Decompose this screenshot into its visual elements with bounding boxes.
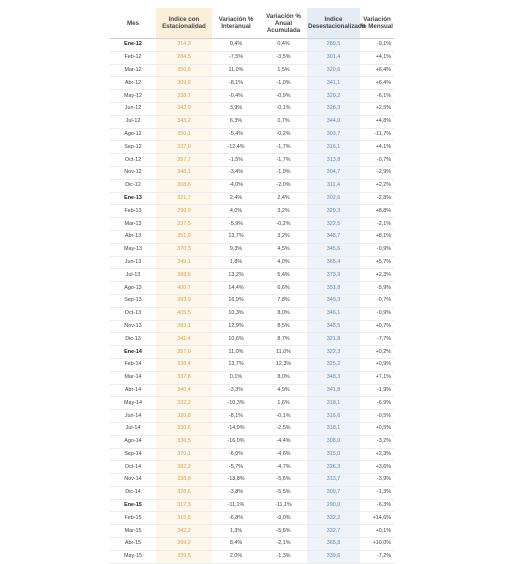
cell-mes: Ene-13 <box>110 192 156 205</box>
cell-variacion-anual-acumulada: -4,6% <box>260 448 307 461</box>
cell-mes: Dic-12 <box>110 179 156 192</box>
cell-indice-desestacionalizado: 321,8 <box>307 333 360 346</box>
table-row <box>110 192 394 205</box>
cell-variacion-interanual: -8,1% <box>212 410 260 423</box>
cell-indice-estacionalidad: 337,5 <box>156 218 212 231</box>
cell-variacion-anual-acumulada: 6,6% <box>260 282 307 295</box>
table-row <box>110 269 394 282</box>
table-row <box>110 282 394 295</box>
table-row <box>110 397 394 410</box>
cell-variacion-anual-acumulada: -11,1% <box>260 499 307 512</box>
cell-variacion-anual-acumulada: 4,5% <box>260 243 307 256</box>
cell-variacion-mensual: -3,9% <box>360 474 394 487</box>
cell-variacion-anual-acumulada: -1,7% <box>260 141 307 154</box>
cell-variacion-anual-acumulada: 8,5% <box>260 320 307 333</box>
table-row <box>110 474 394 487</box>
cell-variacion-anual-acumulada: 1,6% <box>260 397 307 410</box>
cell-variacion-anual-acumulada: -5,6% <box>260 474 307 487</box>
cell-indice-desestacionalizado: 348,5 <box>307 320 360 333</box>
table-row <box>110 154 394 167</box>
cell-variacion-anual-acumulada: 3,2% <box>260 230 307 243</box>
cell-variacion-interanual: -5,7% <box>212 461 260 474</box>
cell-variacion-mensual: +6,4% <box>360 64 394 77</box>
cell-indice-desestacionalizado: 344,0 <box>307 115 360 128</box>
cell-variacion-mensual: -9,1% <box>360 39 394 52</box>
cell-variacion-mensual: -0,5% <box>360 410 394 423</box>
cell-mes: May-14 <box>110 397 156 410</box>
cell-indice-estacionalidad: 357,7 <box>156 154 212 167</box>
cell-indice-desestacionalizado: 289,5 <box>307 39 360 52</box>
table-row <box>110 205 394 218</box>
cell-variacion-mensual: -1,3% <box>360 486 394 499</box>
cell-indice-estacionalidad: 284,5 <box>156 51 212 64</box>
cell-mes: Abr-13 <box>110 230 156 243</box>
cell-mes: Nov-14 <box>110 474 156 487</box>
cell-variacion-anual-acumulada: -0,2% <box>260 218 307 231</box>
cell-variacion-interanual: 1,3% <box>212 525 260 538</box>
cell-variacion-interanual: -6,0% <box>212 448 260 461</box>
table-row <box>110 166 394 179</box>
cell-variacion-anual-acumulada: 1,5% <box>260 64 307 77</box>
cell-indice-desestacionalizado: 316,6 <box>307 410 360 423</box>
table-row <box>110 550 394 563</box>
cell-variacion-mensual: -0,9% <box>360 243 394 256</box>
cell-indice-desestacionalizado: 320,6 <box>307 64 360 77</box>
cell-variacion-interanual: 0,4% <box>212 39 260 52</box>
cell-mes: Jun-12 <box>110 102 156 115</box>
cell-indice-estacionalidad: 405,5 <box>156 307 212 320</box>
cell-variacion-interanual: 11,0% <box>212 346 260 359</box>
cell-variacion-anual-acumulada: -4,4% <box>260 435 307 448</box>
cell-variacion-mensual: +0,7% <box>360 320 394 333</box>
cell-mes: Nov-13 <box>110 320 156 333</box>
cell-variacion-mensual: +0,5% <box>360 422 394 435</box>
table-row <box>110 358 394 371</box>
cell-variacion-mensual: +8,1% <box>360 230 394 243</box>
cell-mes: May-13 <box>110 243 156 256</box>
cell-indice-desestacionalizado: 373,9 <box>307 269 360 282</box>
cell-variacion-anual-acumulada: 5,4% <box>260 269 307 282</box>
cell-indice-estacionalidad: 338,4 <box>156 358 212 371</box>
cell-variacion-interanual: 2,4% <box>212 192 260 205</box>
cell-indice-estacionalidad: 296,9 <box>156 205 212 218</box>
table-row <box>110 230 394 243</box>
cell-indice-desestacionalizado: 345,6 <box>307 243 360 256</box>
header-indice-estacionalidad: Indice con Estacionalidad <box>156 8 212 39</box>
cell-mes: Feb-14 <box>110 358 156 371</box>
cell-variacion-interanual: -16,0% <box>212 435 260 448</box>
cell-variacion-interanual: -5,4% <box>212 128 260 141</box>
cell-mes: Abr-12 <box>110 77 156 90</box>
cell-indice-desestacionalizado: 320,2 <box>307 90 360 103</box>
cell-variacion-anual-acumulada: 3,2% <box>260 205 307 218</box>
table-row <box>110 102 394 115</box>
cell-variacion-anual-acumulada: -1,0% <box>260 77 307 90</box>
cell-indice-estacionalidad: 369,2 <box>156 538 212 551</box>
cell-indice-estacionalidad: 337,8 <box>156 371 212 384</box>
cell-variacion-anual-acumulada: -0,2% <box>260 128 307 141</box>
cell-indice-desestacionalizado: 315,0 <box>307 448 360 461</box>
cell-variacion-anual-acumulada: -5,6% <box>260 525 307 538</box>
table-row <box>110 448 394 461</box>
cell-indice-desestacionalizado: 325,2 <box>307 358 360 371</box>
table-row <box>110 422 394 435</box>
cell-indice-desestacionalizado: 339,6 <box>307 550 360 563</box>
cell-variacion-interanual: -12,4% <box>212 141 260 154</box>
cell-mes: Oct-13 <box>110 307 156 320</box>
cell-indice-estacionalidad: 350,1 <box>156 128 212 141</box>
table-row <box>110 77 394 90</box>
cell-mes: Ago-14 <box>110 435 156 448</box>
table-row <box>110 218 394 231</box>
cell-indice-estacionalidad: 309,6 <box>156 77 212 90</box>
cell-variacion-mensual: +0,9% <box>360 358 394 371</box>
table-row <box>110 179 394 192</box>
cell-mes: Abr-14 <box>110 384 156 397</box>
cell-variacion-interanual: -3,8% <box>212 486 260 499</box>
cell-indice-estacionalidad: 332,2 <box>156 397 212 410</box>
cell-indice-desestacionalizado: 304,7 <box>307 166 360 179</box>
table-row <box>110 538 394 551</box>
cell-variacion-mensual: +4,1% <box>360 141 394 154</box>
table-row <box>110 64 394 77</box>
table-row <box>110 486 394 499</box>
cell-mes: Jul-12 <box>110 115 156 128</box>
cell-mes: Jun-14 <box>110 410 156 423</box>
cell-indice-desestacionalizado: 348,3 <box>307 371 360 384</box>
cell-variacion-interanual: -11,1% <box>212 499 260 512</box>
cell-variacion-mensual: -6,1% <box>360 90 394 103</box>
cell-variacion-mensual: -0,7% <box>360 154 394 167</box>
table-row <box>110 243 394 256</box>
cell-mes: Nov-12 <box>110 166 156 179</box>
cell-mes: Mar-12 <box>110 64 156 77</box>
cell-indice-estacionalidad: 341,4 <box>156 333 212 346</box>
cell-variacion-anual-acumulada: -9,0% <box>260 512 307 525</box>
cell-variacion-interanual: -8,1% <box>212 77 260 90</box>
cell-indice-desestacionalizado: 318,1 <box>307 397 360 410</box>
table-row <box>110 128 394 141</box>
cell-indice-estacionalidad: 330,6 <box>156 422 212 435</box>
cell-indice-desestacionalizado: 302,6 <box>307 192 360 205</box>
cell-indice-estacionalidad: 321,7 <box>156 192 212 205</box>
table-row <box>110 461 394 474</box>
table-body <box>110 39 394 564</box>
cell-variacion-interanual: -1,5% <box>212 154 260 167</box>
cell-indice-desestacionalizado: 326,3 <box>307 461 360 474</box>
cell-mes: Sep-12 <box>110 141 156 154</box>
cell-indice-estacionalidad: 320,8 <box>156 410 212 423</box>
cell-variacion-mensual: +14,6% <box>360 512 394 525</box>
cell-mes: Mar-13 <box>110 218 156 231</box>
table-header <box>110 8 394 39</box>
cell-variacion-mensual: -1,9% <box>360 384 394 397</box>
cell-indice-desestacionalizado: 349,3 <box>307 294 360 307</box>
data-table-container <box>110 8 394 564</box>
cell-variacion-interanual: 6,3% <box>212 115 260 128</box>
cell-variacion-anual-acumulada: 12,3% <box>260 358 307 371</box>
cell-indice-desestacionalizado: 308,0 <box>307 435 360 448</box>
cell-variacion-mensual: -5,9% <box>360 282 394 295</box>
cell-variacion-anual-acumulada: 4,9% <box>260 384 307 397</box>
cell-variacion-interanual: 0,1% <box>212 371 260 384</box>
cell-indice-estacionalidad: 393,1 <box>156 320 212 333</box>
table-row <box>110 346 394 359</box>
cell-variacion-mensual: +4,8% <box>360 115 394 128</box>
cell-variacion-anual-acumulada: -4,7% <box>260 461 307 474</box>
cell-indice-estacionalidad: 314,3 <box>156 39 212 52</box>
cell-variacion-interanual: -10,3% <box>212 397 260 410</box>
cell-indice-estacionalidad: 350,6 <box>156 64 212 77</box>
table-row <box>110 410 394 423</box>
cell-variacion-interanual: 2,0% <box>212 550 260 563</box>
cell-mes: Jun-13 <box>110 256 156 269</box>
cell-variacion-interanual: 13,7% <box>212 230 260 243</box>
cell-indice-estacionalidad: 370,1 <box>156 448 212 461</box>
header-mes: Mes <box>110 8 156 39</box>
cell-indice-estacionalidad: 315,8 <box>156 512 212 525</box>
cell-indice-desestacionalizado: 329,3 <box>307 205 360 218</box>
table-row <box>110 39 394 52</box>
cell-indice-desestacionalizado: 341,8 <box>307 384 360 397</box>
cell-mes: Ene-14 <box>110 346 156 359</box>
cell-mes: Sep-14 <box>110 448 156 461</box>
cell-variacion-interanual: 3,9% <box>212 102 260 115</box>
cell-mes: May-15 <box>110 550 156 563</box>
cell-variacion-anual-acumulada: 8,7% <box>260 333 307 346</box>
cell-indice-desestacionalizado: 322,5 <box>307 218 360 231</box>
cell-indice-desestacionalizado: 290,0 <box>307 499 360 512</box>
cell-variacion-mensual: -7,2% <box>360 550 394 563</box>
cell-variacion-interanual: 1,8% <box>212 256 260 269</box>
cell-indice-estacionalidad: 336,5 <box>156 435 212 448</box>
cell-indice-estacionalidad: 382,3 <box>156 461 212 474</box>
cell-variacion-anual-acumulada: -1,9% <box>260 166 307 179</box>
table-row <box>110 256 394 269</box>
cell-indice-estacionalidad: 337,0 <box>156 141 212 154</box>
cell-variacion-interanual: -13,8% <box>212 474 260 487</box>
cell-variacion-mensual: -2,9% <box>360 166 394 179</box>
cell-variacion-anual-acumulada: 0,7% <box>260 115 307 128</box>
cell-mes: Ene-15 <box>110 499 156 512</box>
cell-mes: Mar-14 <box>110 371 156 384</box>
table-row <box>110 499 394 512</box>
header-variacion-anual-acumulada: Variación % Anual Acumulada <box>260 8 307 39</box>
cell-indice-desestacionalizado: 301,4 <box>307 51 360 64</box>
cell-variacion-mensual: -2,1% <box>360 218 394 231</box>
table-row <box>110 320 394 333</box>
table-row <box>110 371 394 384</box>
cell-variacion-mensual: +2,3% <box>360 269 394 282</box>
cell-variacion-mensual: +3,6% <box>360 461 394 474</box>
cell-variacion-anual-acumulada: -2,0% <box>260 179 307 192</box>
cell-variacion-mensual: +10,0% <box>360 538 394 551</box>
cell-mes: Ago-13 <box>110 282 156 295</box>
cell-variacion-interanual: 12,9% <box>212 320 260 333</box>
cell-variacion-anual-acumulada: 8,0% <box>260 371 307 384</box>
cell-indice-desestacionalizado: 328,3 <box>307 102 360 115</box>
cell-variacion-mensual: -2,8% <box>360 192 394 205</box>
cell-indice-estacionalidad: 328,6 <box>156 486 212 499</box>
cell-indice-estacionalidad: 340,4 <box>156 384 212 397</box>
cell-mes: Oct-12 <box>110 154 156 167</box>
cell-indice-estacionalidad: 400,7 <box>156 282 212 295</box>
cell-variacion-mensual: -7,7% <box>360 333 394 346</box>
cell-indice-estacionalidad: 388,6 <box>156 269 212 282</box>
cell-indice-desestacionalizado: 346,1 <box>307 307 360 320</box>
cell-variacion-mensual: -11,7% <box>360 128 394 141</box>
cell-variacion-interanual: -5,9% <box>212 218 260 231</box>
cell-indice-desestacionalizado: 313,8 <box>307 154 360 167</box>
cell-variacion-anual-acumulada: -0,9% <box>260 90 307 103</box>
cell-indice-desestacionalizado: 365,8 <box>307 538 360 551</box>
cell-variacion-interanual: -3,4% <box>212 166 260 179</box>
cell-variacion-mensual: +7,1% <box>360 371 394 384</box>
cell-variacion-mensual: -0,9% <box>360 307 394 320</box>
cell-variacion-mensual: +8,8% <box>360 205 394 218</box>
table-row <box>110 384 394 397</box>
table-row <box>110 90 394 103</box>
cell-mes: Oct-14 <box>110 461 156 474</box>
cell-indice-estacionalidad: 342,9 <box>156 102 212 115</box>
cell-variacion-anual-acumulada: -3,5% <box>260 51 307 64</box>
cell-variacion-interanual: -14,9% <box>212 422 260 435</box>
cell-variacion-anual-acumulada: -0,1% <box>260 410 307 423</box>
header-indice-desestacionalizado: Indice Desestacionalizado <box>307 8 360 39</box>
cell-indice-desestacionalizado: 309,7 <box>307 486 360 499</box>
cell-mes: Dic-13 <box>110 333 156 346</box>
cell-indice-estacionalidad: 357,0 <box>156 346 212 359</box>
cell-variacion-interanual: 13,7% <box>212 358 260 371</box>
cell-variacion-anual-acumulada: 11,0% <box>260 346 307 359</box>
cell-indice-desestacionalizado: 311,4 <box>307 179 360 192</box>
cell-variacion-anual-acumulada: -1,7% <box>260 154 307 167</box>
cell-variacion-mensual: +5,7% <box>360 256 394 269</box>
header-variacion-mensual: Variación % Mensual <box>360 8 394 39</box>
cell-variacion-interanual: -6,8% <box>212 512 260 525</box>
cell-variacion-anual-acumulada: -0,1% <box>260 102 307 115</box>
cell-indice-desestacionalizado: 351,8 <box>307 282 360 295</box>
header-variacion-interanual: Variación % Interanual <box>212 8 260 39</box>
cell-indice-desestacionalizado: 348,7 <box>307 230 360 243</box>
cell-variacion-interanual: 4,0% <box>212 205 260 218</box>
cell-variacion-mensual: +2,5% <box>360 102 394 115</box>
cell-mes: Dic-14 <box>110 486 156 499</box>
cell-variacion-mensual: +4,1% <box>360 51 394 64</box>
cell-indice-estacionalidad: 317,3 <box>156 499 212 512</box>
table-row <box>110 51 394 64</box>
cell-mes: Jul-14 <box>110 422 156 435</box>
cell-variacion-anual-acumulada: 0,4% <box>260 39 307 52</box>
cell-mes: Abr-15 <box>110 538 156 551</box>
cell-variacion-mensual: +0,1% <box>360 525 394 538</box>
cell-variacion-interanual: -4,0% <box>212 179 260 192</box>
cell-variacion-mensual: -6,9% <box>360 397 394 410</box>
cell-indice-estacionalidad: 343,2 <box>156 115 212 128</box>
cell-mes: Jul-13 <box>110 269 156 282</box>
cell-indice-desestacionalizado: 332,7 <box>307 525 360 538</box>
cell-indice-desestacionalizado: 365,4 <box>307 256 360 269</box>
cell-indice-desestacionalizado: 341,1 <box>307 77 360 90</box>
cell-variacion-interanual: 13,2% <box>212 269 260 282</box>
cell-variacion-mensual: -3,2% <box>360 435 394 448</box>
cell-indice-desestacionalizado: 313,7 <box>307 474 360 487</box>
cell-variacion-interanual: -0,4% <box>212 90 260 103</box>
table-row <box>110 294 394 307</box>
cell-variacion-mensual: -0,7% <box>360 294 394 307</box>
cell-variacion-interanual: -3,3% <box>212 384 260 397</box>
cell-indice-desestacionalizado: 322,3 <box>307 346 360 359</box>
cell-variacion-interanual: 10,3% <box>212 307 260 320</box>
cell-variacion-mensual: +2,2% <box>360 179 394 192</box>
cell-variacion-mensual: -6,3% <box>360 499 394 512</box>
cell-mes: Mar-15 <box>110 525 156 538</box>
cell-variacion-interanual: 10,6% <box>212 333 260 346</box>
table-row <box>110 141 394 154</box>
cell-indice-estacionalidad: 339,5 <box>156 550 212 563</box>
cell-variacion-interanual: -7,5% <box>212 51 260 64</box>
cell-variacion-interanual: 8,4% <box>212 538 260 551</box>
cell-indice-estacionalidad: 338,8 <box>156 474 212 487</box>
cell-indice-desestacionalizado: 318,1 <box>307 422 360 435</box>
cell-indice-desestacionalizado: 332,2 <box>307 512 360 525</box>
table-row <box>110 525 394 538</box>
table-row <box>110 307 394 320</box>
cell-mes: Ene-12 <box>110 39 156 52</box>
cell-variacion-anual-acumulada: 7,8% <box>260 294 307 307</box>
cell-mes: Feb-12 <box>110 51 156 64</box>
cell-indice-estacionalidad: 338,7 <box>156 90 212 103</box>
table-row <box>110 435 394 448</box>
cell-indice-estacionalidad: 393,9 <box>156 294 212 307</box>
cell-indice-estacionalidad: 342,2 <box>156 525 212 538</box>
data-table <box>110 8 394 564</box>
cell-mes: Ago-12 <box>110 128 156 141</box>
cell-variacion-anual-acumulada: -2,5% <box>260 422 307 435</box>
cell-indice-estacionalidad: 308,6 <box>156 179 212 192</box>
cell-variacion-anual-acumulada: 8,0% <box>260 307 307 320</box>
cell-variacion-anual-acumulada: -1,3% <box>260 550 307 563</box>
cell-indice-estacionalidad: 349,1 <box>156 256 212 269</box>
cell-mes: Feb-13 <box>110 205 156 218</box>
cell-indice-estacionalidad: 351,9 <box>156 230 212 243</box>
cell-mes: Feb-15 <box>110 512 156 525</box>
cell-variacion-interanual: 11,0% <box>212 64 260 77</box>
table-row <box>110 512 394 525</box>
cell-variacion-interanual: 14,4% <box>212 282 260 295</box>
table-row <box>110 115 394 128</box>
cell-variacion-anual-acumulada: -2,1% <box>260 538 307 551</box>
table-row <box>110 333 394 346</box>
cell-variacion-anual-acumulada: 2,4% <box>260 192 307 205</box>
cell-variacion-mensual: +0,2% <box>360 346 394 359</box>
cell-variacion-interanual: 16,9% <box>212 294 260 307</box>
cell-indice-desestacionalizado: 303,7 <box>307 128 360 141</box>
cell-indice-estacionalidad: 348,1 <box>156 166 212 179</box>
cell-indice-estacionalidad: 370,3 <box>156 243 212 256</box>
cell-mes: May-12 <box>110 90 156 103</box>
cell-variacion-anual-acumulada: 4,0% <box>260 256 307 269</box>
cell-indice-desestacionalizado: 316,1 <box>307 141 360 154</box>
cell-variacion-mensual: +6,4% <box>360 77 394 90</box>
cell-variacion-interanual: 9,3% <box>212 243 260 256</box>
cell-variacion-mensual: +2,3% <box>360 448 394 461</box>
cell-mes: Sep-13 <box>110 294 156 307</box>
cell-variacion-anual-acumulada: -5,5% <box>260 486 307 499</box>
